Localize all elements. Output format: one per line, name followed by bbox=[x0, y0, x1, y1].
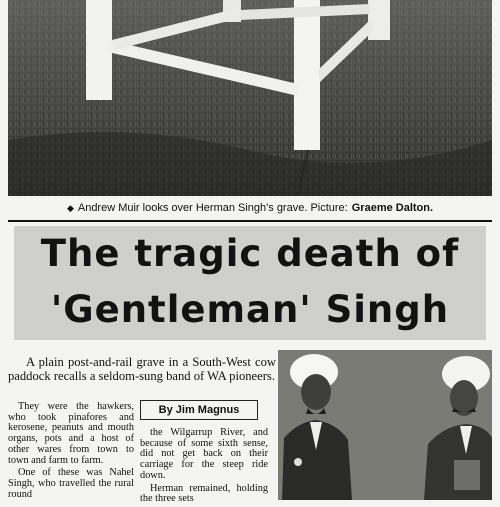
article-column-1 bbox=[8, 402, 134, 502]
grave-photo-illustration bbox=[8, 0, 492, 196]
byline-text: By Jim Magnus bbox=[158, 404, 240, 416]
divider-rule bbox=[8, 220, 492, 222]
article-intro: A plain post-and-rail grave in a South-West cow paddock recalls a seldom-sung band of WA pioneers. bbox=[8, 355, 276, 383]
headline-line-2: 'Gentleman' Singh bbox=[50, 288, 450, 331]
headline-line-1: The tragic death of bbox=[40, 232, 460, 275]
portrait-photo bbox=[278, 350, 492, 500]
column-2-paragraph: the Wilgarrup River, and because of some sixth sense, did not get back on their carriage for the steep ride down. bbox=[140, 427, 268, 481]
grave-photo bbox=[8, 0, 492, 196]
article-column-2 bbox=[140, 428, 268, 507]
column-2-paragraph: Herman remained, holding the three sets bbox=[140, 482, 268, 505]
byline-box bbox=[140, 400, 258, 420]
column-1-paragraph: They were the hawkers, who took pinafores and kerosene, peanuts and mouth organs, pots and a host of other wares from town to town and farm to farm. bbox=[8, 401, 134, 466]
diamond-bullet-icon: ◆ bbox=[66, 202, 74, 213]
portrait-photo-illustration bbox=[278, 350, 492, 500]
caption-credit: Graeme Dalton. bbox=[351, 202, 434, 214]
photo-caption bbox=[8, 199, 492, 217]
column-1-paragraph: One of these was Nahel Singh, who travelled the rural round bbox=[8, 467, 134, 500]
caption-text: Andrew Muir looks over Herman Singh's grave. Picture: bbox=[77, 202, 348, 214]
